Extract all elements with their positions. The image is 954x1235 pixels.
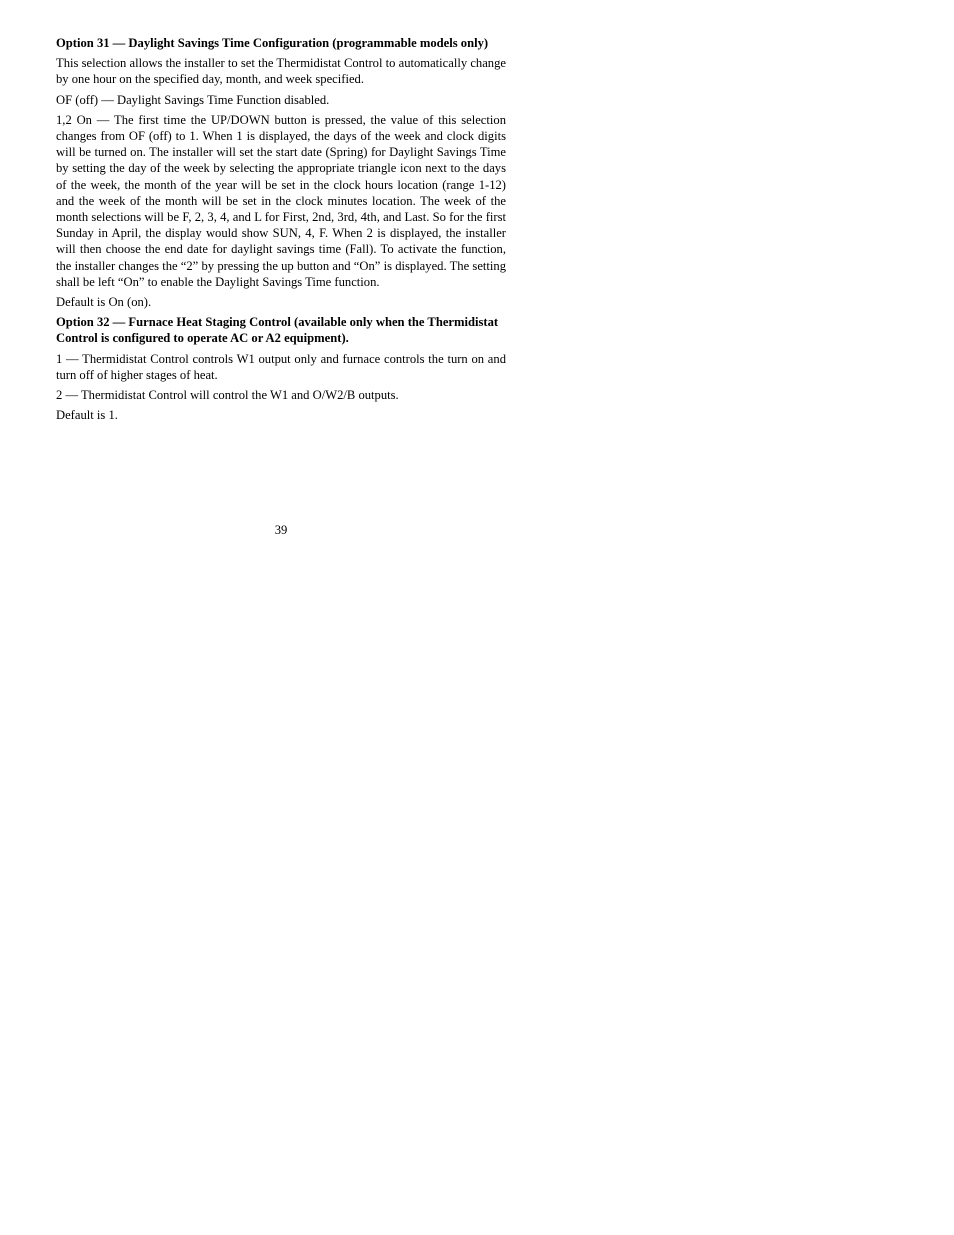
option-31-description: This selection allows the installer to set the Thermidistat Control to automatically change by one hour on the specified day, month, and week specified. [56, 56, 506, 87]
option-31-heading: Option 31 — Daylight Savings Time Configuration (programmable models only) [56, 36, 489, 50]
option-32-heading: Option 32 — Furnace Heat Staging Control (available only when the Thermidistat Control is configured to operate AC or A2 equipment). [56, 315, 499, 346]
option-32-setting-1: 1 — Thermidistat Control controls W1 output only and furnace controls the turn on and turn off of higher stages of heat. [56, 351, 506, 382]
option-31-on-setting: 1,2 On — The first time the UP/DOWN button is pressed, the value of this selection changes from OF (off) to 1. When 1 is displayed, the days of the week and clock digits will be turned on. The installer will set the start date (Spring) for Daylight Savings Time by setting the day of the week by selecting the appropriate triangle icon next to the days of the week, the month of the year will be set in the clock hours location (range 1-12) and the week of the month will be set in the clock minutes location. The week of the month selections will be F, 2, 3, 4, and L for First, 2nd, 3rd, 4th, and Last. So for the first Sunday in April, the display would show SUN, 4, F. When 2 is displayed, the installer will then choose the end date for daylight savings time (Fall). To activate the function, the installer changes the “2” by pressing the up button and “On” is displayed. The setting shall be left “On” to enable the Daylight Savings Time function. [56, 112, 506, 289]
option-32-default: Default is 1. [56, 408, 118, 423]
document-column [56, 35, 506, 427]
option-32-setting-2: 2 — Thermidistat Control will control the W1 and O/W2/B outputs. [56, 388, 399, 403]
option-31-off-setting: OF (off) — Daylight Savings Time Function disabled. [56, 92, 330, 107]
page-number: 39 [274, 523, 288, 537]
option-31-default: Default is On (on). [56, 295, 152, 310]
